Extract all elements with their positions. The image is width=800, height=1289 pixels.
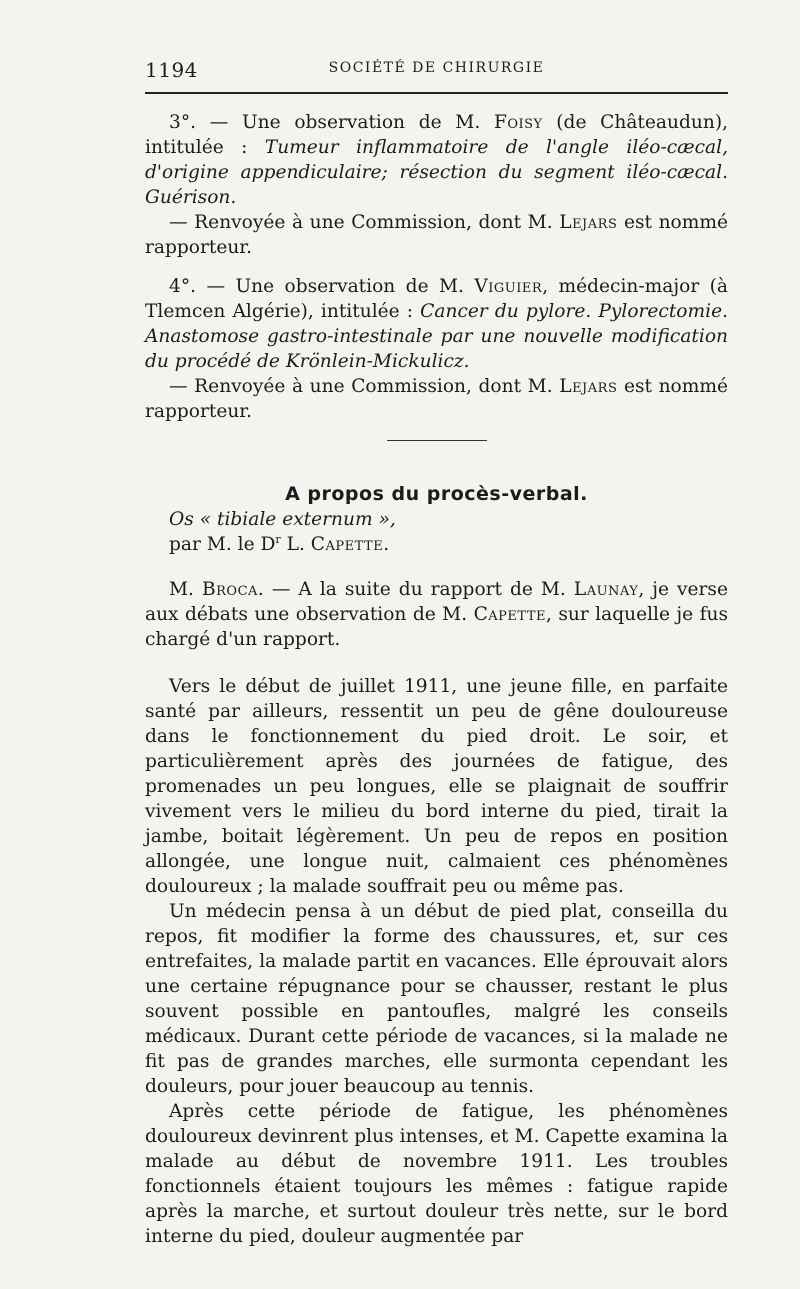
author-name: Foisy [493, 112, 543, 133]
observation-title: Tumeur inflammatoire de l'angle iléo-cæcal, d'origine appendiculaire; résection du segment iléo-cæcal. Guérison. [145, 137, 729, 208]
page-body [145, 110, 728, 1249]
author-name: Launay [573, 579, 639, 600]
observation-title: Cancer du pylore. Pylorectomie. Anastomose gastro-intestinale par une nouvelle modification du procédé de Krönlein-Mickulicz. [145, 301, 728, 372]
running-title: SOCIÉTÉ DE CHIRURGIE [328, 60, 545, 76]
page-number: 1194 [145, 58, 198, 82]
author-name: Capette [473, 604, 546, 625]
page-header [145, 56, 728, 82]
author-name: Viguier [474, 276, 543, 297]
speaker-name: Broca [201, 579, 258, 600]
section-subtitle: Os « tibiale externum », [169, 509, 396, 530]
paragraph: Un médecin pensa à un début de pied plat, conseilla du repos, fit modifier la forme des chaussures, et, sur ces entrefaites, la malade partit en vacances. Elle éprouvait alors une certaine répugnance pour se chausser, restant le plus souvent possible en pantoufles, malgré les conseils médicaux. Durant cette période de vacances, si la malade ne fit pas de grandes marches, elle surmonta cependant les douleurs, pour jouer beaucoup au tennis. [145, 901, 728, 1097]
rapporteur-name: Lejars [559, 376, 618, 397]
paragraph: Après cette période de fatigue, les phénomènes douloureux devinrent plus intenses, et M. Capette examina la malade au début de novembre 1911. Les troubles fonctionnels étaient toujours les mêmes : fatigue rapide après la marche, et surtout douleur très nette, sur le bord interne du pied, douleur augmentée par [145, 1101, 728, 1247]
observation-3-referral: — Renvoyée à une Commission, dont M. Lejars est nommé rapporteur. [145, 212, 728, 258]
observation-3: 3°. — Une observation de M. Foisy (de Châteaudun), intitulée : Tumeur inflammatoire de l'angle iléo-cæcal, d'origine appendiculaire; résection du segment iléo-cæcal. Guérison. [145, 112, 729, 208]
observation-4: 4°. — Une observation de M. Viguier, médecin-major (à Tlemcen Algérie), intitulée : Cancer du pylore. Pylorectomie. Anastomose gastro-intestinale par une nouvelle modification du procédé de Krönlein-Mickulicz. [145, 276, 728, 372]
paragraph-intro: M. Broca. — A la suite du rapport de M. Launay, je verse aux débats une observation de M. Capette, sur laquelle je fus chargé d'un rapport. [145, 579, 729, 650]
observation-4-referral: — Renvoyée à une Commission, dont M. Lejars est nommé rapporteur. [145, 376, 728, 422]
section-divider [387, 440, 487, 441]
rapporteur-name: Lejars [559, 212, 618, 233]
paragraph: Vers le début de juillet 1911, une jeune fille, en parfaite santé par ailleurs, ressentit un peu de gêne douloureuse dans le fonctionnement du pied droit. Le soir, et particulièrement après des journées de fatigue, des promenades un peu longues, elle se plaignait de souffrir vivement vers le milieu du bord interne du pied, tirait la jambe, boitait légèrement. Un peu de repos en position allongée, une longue nuit, calmaient ces phénomènes douloureux ; la malade souffrait peu ou même pas. [145, 676, 728, 897]
author-name: Capette [310, 534, 384, 555]
section-heading: A propos du procès-verbal. [285, 483, 588, 505]
section-byline: par M. le $D^r$ L. Capette. [169, 532, 390, 555]
header-rule [145, 92, 728, 94]
